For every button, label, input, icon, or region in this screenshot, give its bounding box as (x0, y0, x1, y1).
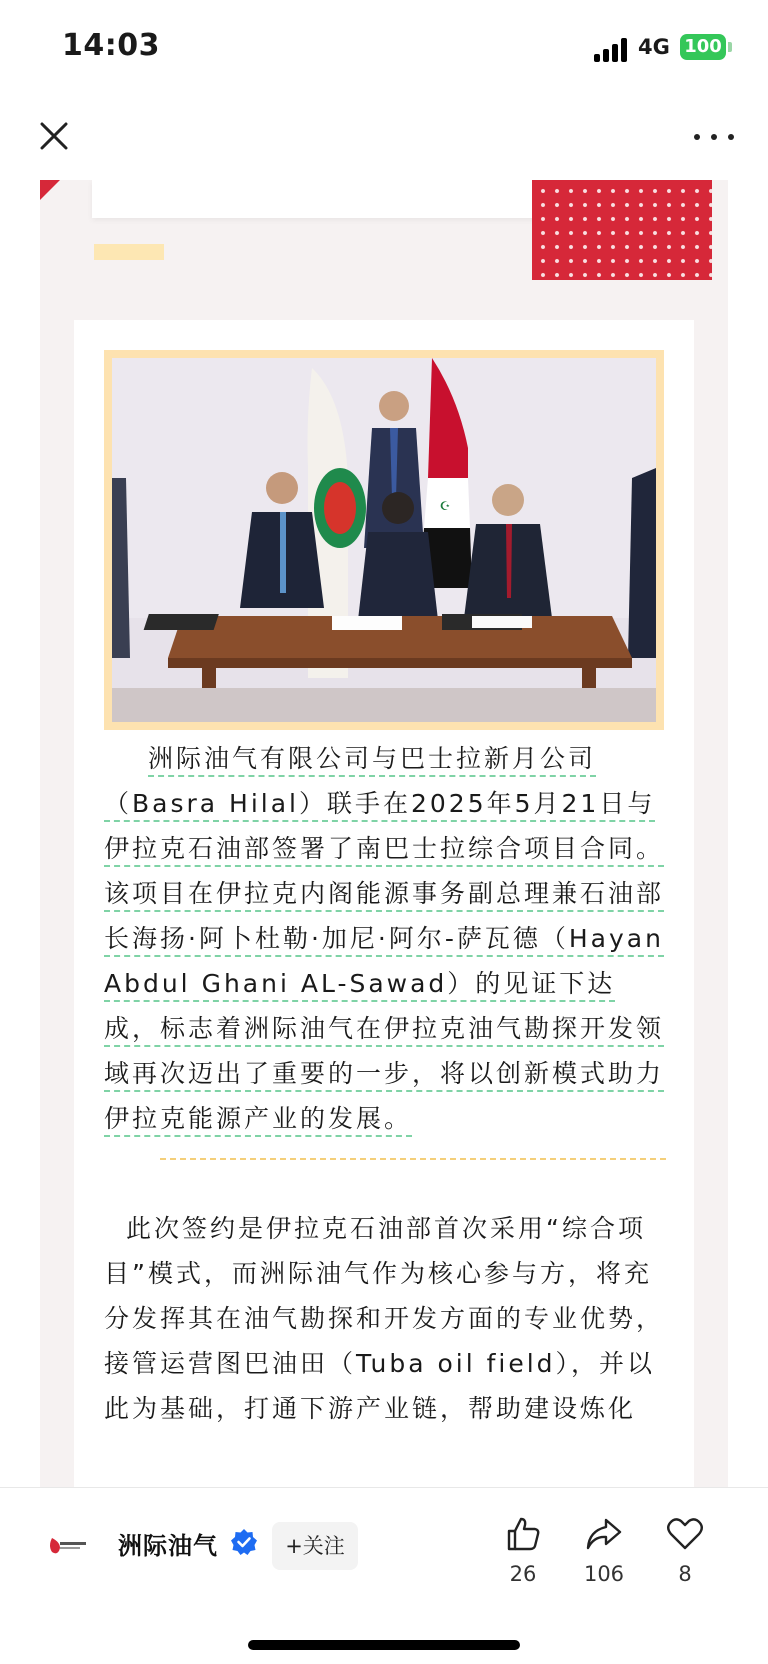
paragraph-2-text: 此次签约是伊拉克石油部首次采用“综合项目”模式，而洲际油气作为核心参与方，将充分发挥其在油气勘探和开发方面的专业优势，接管运营图巴油田（Tuba oil field），并以此为基础，打通下游产业链，帮助建设炼化 (104, 1214, 665, 1423)
battery-tip (728, 42, 732, 52)
favorite-button[interactable] (650, 1514, 720, 1586)
home-indicator[interactable] (248, 1640, 520, 1650)
share-arrow-icon (584, 1514, 624, 1554)
signal-icon (594, 38, 630, 62)
share-count: 106 (583, 1562, 625, 1586)
svg-text:☪: ☪ (439, 499, 451, 513)
photo-frame (104, 350, 664, 730)
signing-ceremony-photo[interactable] (112, 358, 656, 722)
status-bar (0, 0, 768, 96)
heart-icon (665, 1514, 705, 1554)
article-content[interactable] (0, 180, 768, 1487)
article-paragraph-1 (104, 736, 664, 1141)
decor-yellow-bar (94, 244, 164, 260)
network-type: 4G (638, 35, 670, 59)
thumbs-up-icon (503, 1514, 543, 1554)
close-icon[interactable] (36, 118, 72, 154)
verified-badge-icon (230, 1528, 258, 1556)
account-name[interactable]: 洲际油气 (118, 1532, 218, 1560)
decor-dot-pattern (532, 180, 712, 280)
more-icon[interactable] (690, 120, 740, 154)
like-count: 26 (509, 1562, 537, 1586)
follow-button[interactable]: +关注 (272, 1522, 358, 1570)
status-time: 14:03 (62, 28, 160, 63)
bottom-action-bar (0, 1487, 768, 1664)
nav-bar (0, 96, 768, 181)
article-card (74, 320, 694, 1487)
section-divider (160, 1158, 666, 1160)
share-button[interactable] (569, 1514, 639, 1586)
decor-red-corner (40, 180, 60, 200)
account-avatar[interactable] (38, 1516, 94, 1572)
battery-icon: 100 (680, 34, 726, 60)
favorite-count: 8 (678, 1562, 692, 1586)
article-paragraph-2 (104, 1206, 664, 1431)
like-button[interactable] (488, 1514, 558, 1586)
paragraph-1-text: 洲际油气有限公司与巴士拉新月公司（Basra Hilal）联手在2025年5月21日与伊拉克石油部签署了南巴士拉综合项目合同。该项目在伊拉克内阁能源事务副总理兼石油部长海扬·阿卜杜勒·加尼·阿尔-萨瓦德（Hayan Abdul Ghani AL-Sawad）的见证下达成，标志着洲际油气在伊拉克油气勘探开发领域再次迈出了重要的一步，将以创新模式助力伊拉克能源产业的发展。 (104, 744, 664, 1137)
